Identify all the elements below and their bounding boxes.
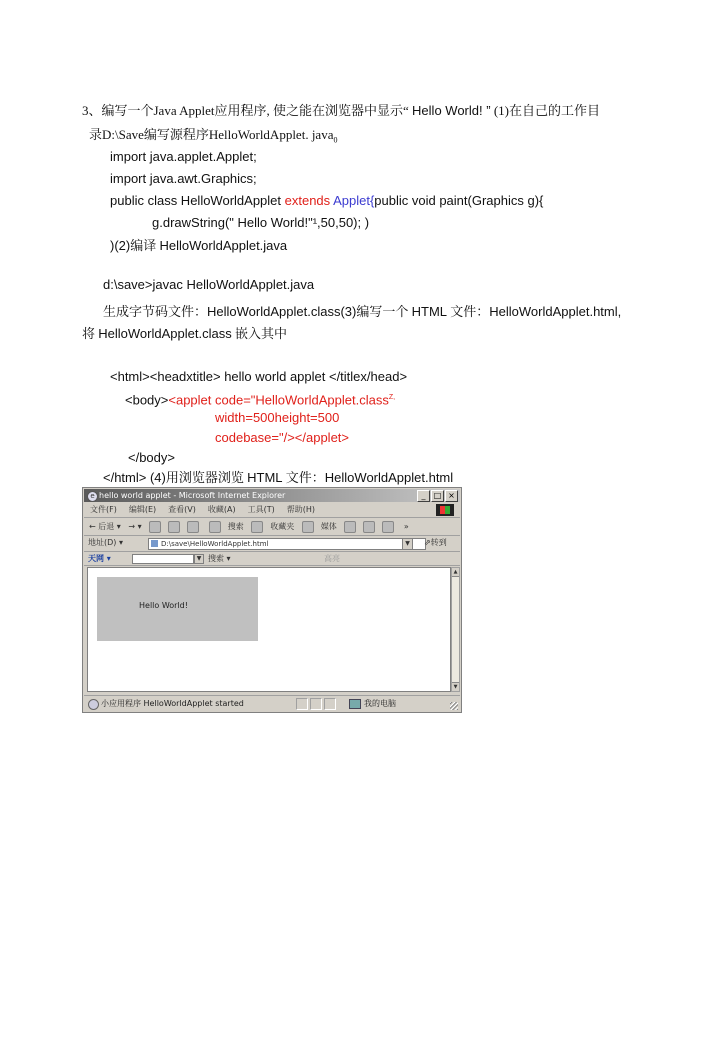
print-icon[interactable] — [382, 521, 394, 533]
history-icon[interactable] — [344, 521, 356, 533]
paragraph-source-location — [89, 127, 337, 149]
html-file-name: HelloWorldApplet.html, — [489, 304, 622, 319]
windows-flag-icon — [436, 504, 454, 516]
toolbar — [84, 518, 460, 536]
media-icon — [302, 521, 314, 533]
code-line-import-applet: import java.applet.Applet; — [110, 149, 257, 164]
menu-file[interactable]: 文件(F) — [90, 505, 117, 514]
media-button[interactable] — [302, 522, 337, 531]
menu-favorites[interactable]: 收藏(A) — [207, 505, 236, 514]
window-title: hello world applet - Microsoft Internet Explorer — [99, 491, 286, 500]
back-button[interactable]: ← 后退 ▾ — [89, 522, 121, 531]
bytecode-label: 生成字节码文件： — [103, 304, 208, 319]
browser-window-screenshot — [82, 487, 462, 713]
html-close-tag: </html> (4) — [103, 470, 166, 485]
embed-class-name: HelloWorldApplet.class — [98, 326, 232, 341]
scroll-down-icon[interactable]: ▼ — [453, 684, 458, 690]
status-cell — [310, 698, 322, 710]
menu-view[interactable]: 查看(V) — [168, 505, 196, 514]
html-word-2: HTML — [247, 470, 283, 485]
status-text: 小应用程序 HelloWorldApplet started — [101, 699, 244, 708]
html-line-width-height: width=500height=500 — [215, 410, 340, 425]
search-button[interactable] — [209, 522, 244, 531]
stop-icon[interactable] — [149, 521, 161, 533]
paint-method-text: public void paint(Graphics g){ — [374, 193, 544, 208]
html-line-codebase: codebase="/></applet> — [215, 430, 350, 445]
code-line-import-graphics: import java.awt.Graphics; — [110, 171, 257, 186]
applet-status-icon — [88, 699, 99, 710]
menu-bar — [84, 503, 460, 518]
embed-suffix: 嵌入其中 — [231, 326, 287, 341]
minimize-button[interactable]: _ — [417, 490, 430, 502]
tianwang-logo[interactable]: 天网 ▾ — [88, 554, 111, 563]
highlight-button[interactable]: 高亮 — [324, 554, 340, 563]
intro-text: 3、编写一个Java Applet应用程序, 使之能在浏览器中显示“ — [82, 103, 409, 118]
applet-code-attr: <applet code="HelloWorldApplet.class — [168, 392, 389, 408]
window-controls — [416, 490, 458, 503]
applet-hello-text: Hello World! — [139, 601, 188, 610]
mail-icon[interactable] — [363, 521, 375, 533]
code-line-class-declaration — [110, 193, 543, 209]
step-1-text: (1)在自己的工作目 — [493, 103, 600, 118]
hello-world-quote: Hello World! ” — [412, 103, 491, 118]
search-icon — [209, 521, 221, 533]
favorites-icon — [251, 521, 263, 533]
menu-edit[interactable]: 编辑(E) — [128, 505, 157, 514]
class-decl-text: public class HelloWorldApplet — [110, 193, 285, 208]
status-cell — [324, 698, 336, 710]
zone-label: 我的电脑 — [364, 699, 396, 708]
menu-help[interactable]: 帮助(H) — [286, 505, 315, 514]
refresh-icon[interactable] — [168, 521, 180, 533]
file-label-2: 文件： — [282, 470, 325, 485]
extends-keyword: extends — [284, 193, 331, 208]
embed-prefix: 将 — [82, 326, 99, 341]
address-dropdown-icon[interactable]: ▼ — [402, 538, 413, 550]
home-icon[interactable] — [187, 521, 199, 533]
ie-logo-icon: e — [87, 491, 98, 502]
applet-area — [97, 577, 258, 641]
resize-grip-icon[interactable] — [450, 702, 458, 710]
favorites-label: 收藏夹 — [270, 522, 295, 531]
favorites-button[interactable] — [251, 522, 294, 531]
toolbar-overflow-chevron[interactable]: » — [403, 522, 409, 531]
source-location-text: 录D:\Save编写源程序HelloWorldApplet. java — [89, 127, 334, 142]
compile-filename: HelloWorldApplet.java — [159, 238, 288, 253]
address-input[interactable] — [148, 538, 426, 550]
paragraph-embed — [82, 326, 287, 342]
applet-superclass: Applet{ — [333, 193, 375, 208]
write-one-text: 编写一个 — [356, 304, 412, 319]
command-javac: d:\save>javac HelloWorldApplet.java — [103, 277, 315, 292]
compile-word: 编译 — [130, 238, 160, 253]
body-open-tag: <body> — [125, 392, 169, 408]
paragraph-task-intro — [82, 103, 600, 119]
paragraph-bytecode — [103, 304, 621, 320]
computer-icon — [349, 699, 361, 709]
search-toolbar-button[interactable]: 搜索 ▾ — [208, 554, 231, 563]
address-bar — [84, 536, 460, 552]
step-2-number: )(2) — [110, 238, 131, 253]
html-word: HTML — [411, 304, 447, 319]
go-button[interactable]: ⇗转到 — [424, 538, 447, 547]
code-line-compile-step — [110, 238, 287, 254]
media-label: 媒体 — [320, 522, 337, 531]
forward-button[interactable]: → ▾ — [128, 522, 142, 531]
address-label[interactable]: 地址(D) ▾ — [88, 538, 123, 547]
applet-sup-mark: Z, — [388, 394, 396, 401]
address-value: D:\save\HelloWorldApplet.html — [161, 540, 269, 548]
page-icon — [151, 540, 158, 547]
html-file-name-2: HelloWorldApplet.html — [324, 470, 454, 485]
html-line-head: <html><headxtitle> hello world applet </titlex/head> — [110, 369, 408, 384]
close-button[interactable]: × — [445, 490, 458, 502]
page-content — [87, 567, 451, 692]
menu-tools[interactable]: 工具(T) — [247, 505, 275, 514]
search-label: 搜索 — [227, 522, 244, 531]
footnote-mark: 0 — [333, 135, 338, 145]
search-toolbar-input[interactable] — [132, 554, 194, 564]
code-line-drawstring: g.drawString(" Hello World!"¹,50,50); ) — [152, 215, 370, 230]
html-line-close-step4 — [103, 470, 453, 486]
class-file-name: HelloWorldApplet.class(3) — [207, 304, 357, 319]
file-label: 文件： — [447, 304, 490, 319]
search-dropdown-icon[interactable]: ▼ — [194, 554, 204, 564]
vertical-scrollbar[interactable] — [451, 567, 460, 692]
browse-text: 用浏览器浏览 — [165, 470, 248, 485]
search-toolbar — [84, 552, 460, 566]
html-line-body-applet — [125, 390, 395, 408]
title-bar — [84, 489, 460, 502]
maximize-button[interactable]: □ — [431, 490, 444, 502]
scroll-up-icon[interactable]: ▲ — [453, 569, 458, 575]
status-bar — [84, 695, 460, 712]
zone-indicator — [349, 696, 396, 712]
status-cell — [296, 698, 308, 710]
html-line-body-close: </body> — [128, 450, 175, 465]
